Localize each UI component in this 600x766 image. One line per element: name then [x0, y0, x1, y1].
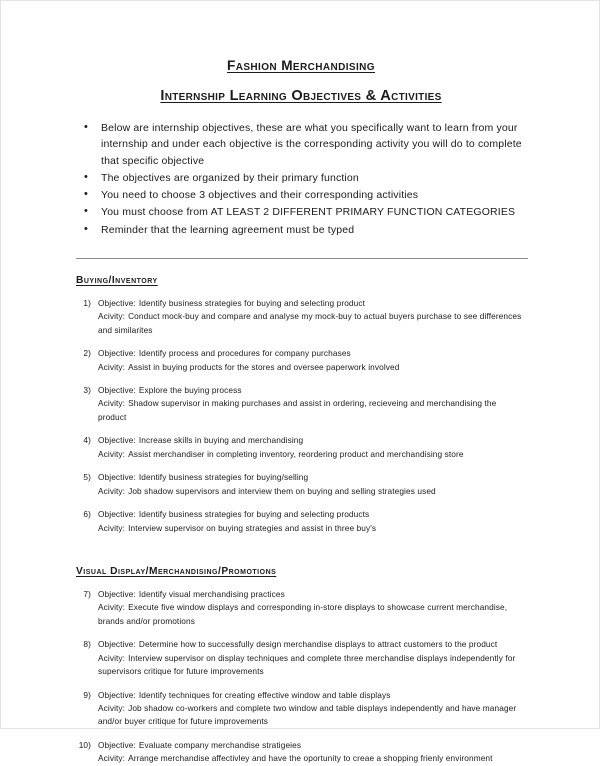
objective-label: Objective:: [98, 348, 136, 359]
item-body: [98, 434, 527, 461]
section-visual-display: [75, 561, 527, 766]
activity-label: Acivity:: [98, 485, 126, 496]
activity-line: [98, 652, 527, 679]
objective-text: Identify business strategies for buying and selecting product: [138, 297, 365, 308]
section-heading: Visual Display/Merchandising/Promotions: [76, 565, 277, 577]
objective-list: [75, 297, 527, 535]
objective-text: Identify business strategies for buying and selecting products: [138, 509, 370, 520]
activity-text: Shadow supervisor in making purchases and assist in ordering, recieveing and merchandising the product: [98, 398, 497, 422]
activity-line: [98, 448, 527, 461]
activity-line: [98, 310, 527, 337]
activity-line: [98, 522, 527, 535]
activity-line: [98, 485, 527, 498]
list-item: [75, 297, 527, 337]
list-item-text: The objectives are organized by their primary function: [101, 171, 359, 184]
page-subtitle: Internship Learning Objectives & Activities: [160, 87, 442, 104]
objective-label: Objective:: [98, 689, 136, 700]
objective-text: Determine how to successfully design merchandise displays to attract customers to the product: [138, 639, 498, 650]
title-block: [75, 59, 527, 104]
activity-label: Acivity:: [98, 448, 126, 459]
section-heading: Buying/Inventory: [76, 274, 158, 286]
item-number: 2): [83, 348, 91, 359]
item-number: 7): [83, 588, 91, 599]
activity-line: [98, 702, 527, 729]
activity-line: [98, 361, 527, 374]
section-buying-inventory: [75, 270, 527, 535]
activity-text: Interview supervisor on display techniques and complete three merchandise displays independently for supervisors critique for future improvements: [98, 652, 516, 677]
objective-label: Objective:: [98, 639, 136, 650]
activity-line: [98, 752, 527, 765]
objective-text: Increase skills in buying and merchandising: [138, 435, 304, 446]
objective-line: [98, 508, 527, 521]
list-item: [75, 588, 527, 628]
list-item: [75, 384, 527, 424]
item-body: [98, 347, 527, 374]
activity-text: Interview supervisor on buying strategies and assist in three buy's: [128, 522, 377, 533]
activity-text: Assist in buying products for the stores and oversee paperwork involved: [128, 361, 400, 372]
objective-line: [98, 434, 527, 447]
list-item: [75, 689, 527, 729]
activity-label: Acivity:: [98, 311, 126, 322]
activity-label: Acivity:: [98, 652, 126, 663]
item-number: 4): [83, 435, 91, 446]
activity-text: Arrange merchandise affectivley and have the oportunity to creae a shopping frienly environment: [128, 753, 493, 764]
objective-text: Identify visual merchandising practices: [138, 588, 285, 599]
list-item-text: Reminder that the learning agreement must be typed: [101, 223, 355, 236]
activity-line: [98, 397, 527, 424]
objective-text: Explore the buying process: [138, 385, 242, 396]
item-body: [98, 384, 527, 424]
item-body: [98, 739, 527, 766]
list-item: [81, 204, 527, 220]
document-content: [1, 1, 599, 766]
list-item-text: Below are internship objectives, these are what you specifically want to learn from your internship and under each objective is the corresponding activity you will do to complete that specific objective: [101, 122, 522, 167]
page-title: Fashion Merchandising: [227, 58, 375, 73]
list-item: [81, 187, 527, 203]
item-body: [98, 508, 527, 535]
activity-label: Acivity:: [98, 602, 126, 613]
list-item: [75, 739, 527, 766]
activity-label: Acivity:: [98, 522, 126, 533]
item-body: [98, 689, 527, 729]
list-item: [75, 508, 527, 535]
objective-label: Objective:: [98, 588, 136, 599]
list-item: [75, 434, 527, 461]
list-item-text: You must choose from AT LEAST 2 DIFFERENT PRIMARY FUNCTION CATEGORIES: [101, 206, 516, 219]
item-number: 9): [83, 689, 91, 700]
bullet-icon: •: [84, 222, 89, 235]
objective-label: Objective:: [98, 509, 136, 520]
objective-label: Objective:: [98, 472, 136, 483]
list-item: [81, 222, 527, 238]
activity-label: Acivity:: [98, 398, 126, 409]
activity-label: Acivity:: [98, 753, 126, 764]
list-item: [75, 638, 527, 678]
objective-line: [98, 638, 527, 651]
item-number: 1): [83, 297, 91, 308]
activity-text: Job shadow co-workers and complete two window and table displays independently and have manager and/or buyer critique for future improvements: [98, 703, 517, 727]
activity-text: Execute five window displays and corresponding in-store displays to showcase current merchandise, brands and/or promotions: [98, 602, 508, 626]
activity-text: Job shadow supervisors and interview them on buying and selling strategies used: [128, 485, 436, 496]
list-item: [81, 170, 527, 186]
objective-line: [98, 384, 527, 397]
objective-text: Evaluate company merchandise stratigeies: [138, 739, 302, 750]
item-number: 8): [83, 639, 91, 650]
list-item: [81, 120, 527, 169]
objective-line: [98, 471, 527, 484]
bullet-icon: •: [84, 188, 89, 201]
objective-list: [75, 588, 527, 766]
objective-label: Objective:: [98, 739, 136, 750]
objective-line: [98, 588, 527, 601]
bullet-icon: •: [84, 170, 89, 183]
activity-text: Assist merchandiser in completing inventory, reordering product and merchandising store: [128, 448, 464, 459]
objective-text: Identify process and procedures for company purchases: [138, 348, 351, 359]
objective-label: Objective:: [98, 435, 136, 446]
section-divider: [76, 258, 528, 259]
item-number: 3): [83, 385, 91, 396]
activity-line: [98, 601, 527, 628]
list-item-text: You need to choose 3 objectives and their corresponding activities: [101, 189, 419, 202]
intro-bullet-list: [75, 120, 527, 238]
objective-line: [98, 297, 527, 310]
item-body: [98, 471, 527, 498]
objective-line: [98, 689, 527, 702]
item-number: 6): [83, 509, 91, 520]
activity-label: Acivity:: [98, 361, 126, 372]
objective-text: Identify techniques for creating effective window and table displays: [138, 689, 391, 700]
list-item: [75, 471, 527, 498]
list-item: [75, 347, 527, 374]
item-body: [98, 297, 527, 337]
item-body: [98, 638, 527, 678]
item-number: 5): [83, 472, 91, 483]
bullet-icon: •: [84, 121, 89, 133]
item-body: [98, 588, 527, 628]
bullet-icon: •: [84, 205, 89, 218]
objective-text: Identify business strategies for buying/selling: [138, 472, 309, 483]
objective-label: Objective:: [98, 297, 136, 308]
item-number: 10): [78, 739, 91, 750]
activity-label: Acivity:: [98, 703, 126, 714]
activity-text: Conduct mock-buy and compare and analyse my mock-buy to actual buyers purchase to see differences and similarites: [98, 311, 522, 335]
objective-line: [98, 739, 527, 752]
objective-line: [98, 347, 527, 360]
objective-label: Objective:: [98, 385, 136, 396]
